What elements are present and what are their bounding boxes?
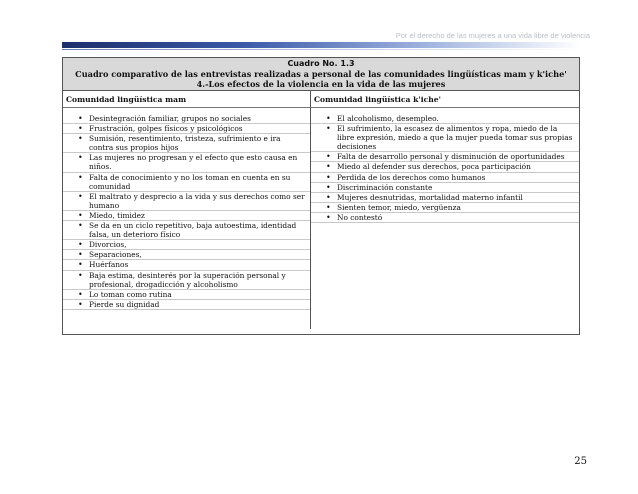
list-item <box>63 290 310 300</box>
list-item-text: Frustración, golpes físicos y psicológicos <box>89 124 243 134</box>
column-kiche <box>311 91 579 329</box>
bullet-icon: • <box>78 153 83 163</box>
bullet-icon: • <box>326 162 331 172</box>
list-item-text: Falta de conocimiento y no los toman en cuenta en su comunidad <box>89 172 291 191</box>
bullet-icon: • <box>78 172 83 182</box>
list-item-text: No contestó <box>337 212 383 222</box>
bullet-icon: • <box>78 240 83 250</box>
header-decoration-bar <box>62 42 580 48</box>
list-item-text: Separaciones, <box>89 250 142 260</box>
bullet-icon: • <box>326 152 331 162</box>
list-item <box>311 114 579 124</box>
list-item <box>311 124 579 152</box>
bullet-icon: • <box>326 192 331 202</box>
list-item <box>63 173 310 192</box>
list-item <box>63 134 310 153</box>
bullet-icon: • <box>326 124 331 134</box>
list-item <box>311 152 579 162</box>
list-item <box>311 213 579 223</box>
table-number: Cuadro No. 1.3 <box>287 59 355 68</box>
list-item <box>311 203 579 213</box>
list-item-text: El maltrato y desprecio a la vida y sus derechos como ser humano <box>89 191 305 210</box>
column-heading-kiche: Comunidad lingüística k'iche' <box>311 91 579 108</box>
list-item-text: Miedo al defender sus derechos, poca participación <box>337 162 531 172</box>
list-item <box>311 193 579 203</box>
list-item <box>311 183 579 193</box>
list-item-text: Mujeres desnutridas, mortalidad materno infantil <box>337 192 523 202</box>
list-item-text: Divorcios, <box>89 240 127 250</box>
list-item <box>63 300 310 310</box>
list-item-text: Baja estima, desinterés por la superación personal y profesional, drogadicción y alcoholismo <box>89 270 286 289</box>
column-heading-mam: Comunidad lingüística mam <box>63 91 310 108</box>
bullet-icon: • <box>326 182 331 192</box>
bullet-icon: • <box>326 212 331 222</box>
list-item <box>63 271 310 290</box>
bullet-icon: • <box>78 191 83 201</box>
header-decoration-line <box>62 49 580 50</box>
list-item-text: Las mujeres no progresan y el efecto que esto causa en niños. <box>89 153 298 172</box>
list-item <box>63 124 310 134</box>
list-mam <box>63 108 310 310</box>
list-item <box>63 250 310 260</box>
comparison-table <box>62 57 580 335</box>
table-subtitle: 4.-Los efectos de la violencia en la vida de las mujeres <box>196 79 446 89</box>
list-item-text: Perdida de los derechos como humanos <box>337 172 486 182</box>
list-item-text: El alcoholismo, desempleo. <box>337 114 439 123</box>
list-item-text: Sienten temor, miedo, vergüenza <box>337 202 461 212</box>
page-number: 25 <box>574 456 587 467</box>
bullet-icon: • <box>78 114 83 123</box>
bullet-icon: • <box>78 270 83 280</box>
list-item <box>63 114 310 124</box>
running-header: Por el derecho de las mujeres a una vida libre de violencia <box>395 31 590 40</box>
bullet-icon: • <box>78 260 83 270</box>
table-caption <box>63 58 579 91</box>
list-item <box>63 240 310 250</box>
list-item <box>63 192 310 211</box>
bullet-icon: • <box>78 289 83 299</box>
list-item-text: El sufrimiento, la escasez de alimentos y ropa, miedo de la libre expresión, miedo a que la mujer pueda tomar sus propias decisiones <box>337 124 573 152</box>
bullet-icon: • <box>326 114 331 123</box>
list-item-text: Lo toman como rutina <box>89 289 172 299</box>
list-item <box>63 221 310 240</box>
list-item <box>311 162 579 172</box>
list-item-text: Huérfanos <box>89 260 129 270</box>
list-item <box>311 173 579 183</box>
list-item-text: Sumisión, resentimiento, tristeza, sufrimiento e ira contra sus propios hijos <box>89 134 281 153</box>
bullet-icon: • <box>326 172 331 182</box>
bullet-icon: • <box>78 299 83 309</box>
list-item-text: Pierde su dignidad <box>89 299 160 309</box>
bullet-icon: • <box>78 210 83 220</box>
bullet-icon: • <box>78 250 83 260</box>
list-item-text: Se da en un ciclo repetitivo, baja autoestima, identidad falsa, un deterioro físico <box>89 221 297 240</box>
list-item <box>63 153 310 172</box>
list-item <box>63 211 310 221</box>
list-item-text: Miedo, timidez <box>89 210 145 220</box>
bullet-icon: • <box>78 134 83 144</box>
list-item <box>63 260 310 270</box>
table-title: Cuadro comparativo de las entrevistas realizadas a personal de las comunidades lingüísticas mam y k'iche' <box>75 69 567 79</box>
list-item-text: Falta de desarrollo personal y disminución de oportunidades <box>337 152 565 162</box>
table-columns <box>63 91 579 329</box>
list-kiche <box>311 108 579 223</box>
list-item-text: Discriminación constante <box>337 182 433 192</box>
bullet-icon: • <box>326 202 331 212</box>
list-item-text: Desintegración familiar, grupos no sociales <box>89 114 251 123</box>
bullet-icon: • <box>78 124 83 134</box>
column-mam <box>63 91 311 329</box>
bullet-icon: • <box>78 221 83 231</box>
